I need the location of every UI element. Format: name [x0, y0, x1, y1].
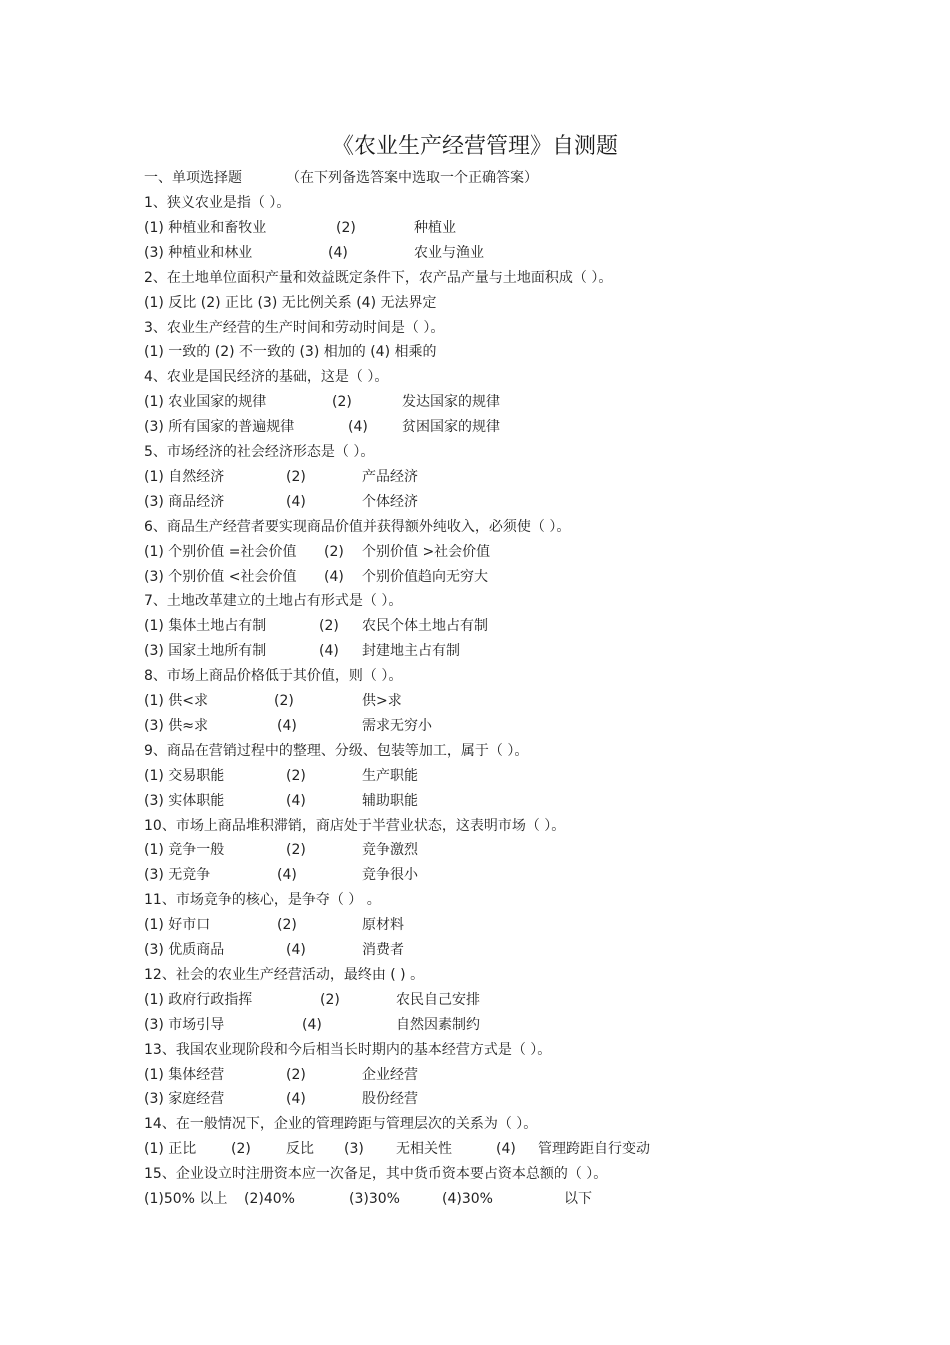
option-text: (2) [324, 543, 344, 560]
question-text: 15、企业设立时注册资本应一次备足，其中货币资本要占资本总额的（ ）。 [144, 1166, 608, 1183]
question-text: 1、狭义农业是指（ ）。 [144, 195, 291, 211]
question-text: 13、我国农业现阶段和今后相当长时期内的基本经营方式是（ ）。 [144, 1041, 552, 1058]
option-text: 以下 [564, 1191, 592, 1207]
option-text: (4) [319, 643, 339, 660]
option-text: 管理跨距自行变动 [538, 1141, 650, 1158]
option-text: (2) [277, 917, 297, 934]
option-text: 辅助职能 [362, 792, 418, 809]
option-text: (2) [286, 842, 306, 859]
option-text: (1) 一致的 (2) 不一致的 (3) 相加的 (4) 相乘的 [144, 344, 437, 361]
option-text: (4) [496, 1141, 516, 1158]
question-text: 14、在一般情况下，企业的管理跨距与管理层次的关系为（ ）。 [144, 1116, 538, 1133]
question-text: 3、农业生产经营的生产时间和劳动时间是（ ）。 [144, 319, 445, 336]
option-text: (3) 种植业和林业 [144, 244, 253, 261]
option-text: 农业与渔业 [414, 244, 484, 261]
option-text: (3) 市场引导 [144, 1016, 225, 1033]
option-text: 农民自己安排 [396, 991, 480, 1008]
option-text: (3) 个别价值 <社会价值 [144, 568, 297, 585]
option-text: 竞争激烈 [362, 842, 418, 859]
option-text: (1) 竞争一般 [144, 842, 225, 859]
option-text: (2) [274, 693, 294, 709]
option-text: (1) 好市口 [144, 917, 211, 934]
option-text: (3) 实体职能 [144, 792, 225, 809]
option-text: (2) [286, 767, 306, 784]
option-text: (4) [348, 419, 368, 436]
option-text: (3) 优质商品 [144, 942, 225, 958]
option-text: (4) [328, 244, 348, 261]
option-text: (4) [277, 717, 297, 734]
option-text: (1) 个别价值 =社会价值 [144, 543, 297, 560]
option-text: (2) [332, 394, 352, 411]
option-text: 生产职能 [362, 767, 418, 784]
option-text: (1) 正比 [144, 1141, 197, 1158]
option-text: (3) [344, 1141, 364, 1158]
option-text: 个体经济 [362, 493, 418, 510]
question-text: 7、土地改革建立的土地占有形式是（ ）。 [144, 593, 403, 610]
option-text: (4) [277, 867, 297, 884]
option-text: (4) [286, 493, 306, 510]
option-text: (3) 无竞争 [144, 867, 211, 884]
option-text: (2) [231, 1141, 251, 1158]
option-text: (1) 种植业和畜牧业 [144, 219, 267, 236]
option-text: (2) [319, 618, 339, 635]
option-text: 个别价值趋向无穷大 [362, 568, 488, 585]
option-text: (2) [286, 1066, 306, 1083]
option-text: (3)30% [349, 1191, 400, 1207]
option-text: (2)40% [244, 1191, 295, 1207]
option-text: (1) 农业国家的规律 [144, 394, 267, 411]
option-text: (1) 集体经营 [144, 1066, 225, 1083]
option-text: 发达国家的规律 [402, 394, 500, 411]
option-text: 封建地主占有制 [362, 643, 460, 660]
option-text: 贫困国家的规律 [402, 419, 500, 436]
option-text: (3) 所有国家的普遍规律 [144, 419, 295, 436]
option-text: 企业经营 [362, 1066, 418, 1083]
option-text: (1) 交易职能 [144, 767, 225, 784]
section-note: （在下列备选答案中选取一个正确答案） [286, 170, 538, 186]
question-text: 10、市场上商品堆积滞销，商店处于半营业状态，这表明市场（ ）。 [144, 817, 566, 834]
option-text: (2) [286, 468, 306, 485]
option-text: (4) [302, 1016, 322, 1033]
option-text: (3) 商品经济 [144, 493, 225, 510]
option-text: 需求无穷小 [362, 717, 432, 734]
option-text: (3) 供≈求 [144, 717, 209, 734]
question-text: 6、商品生产经营者要实现商品价值并获得额外纯收入，必须使（ ）。 [144, 518, 571, 535]
option-text: 股份经营 [362, 1091, 418, 1108]
option-text: (2) [336, 219, 356, 236]
option-text: 种植业 [414, 219, 456, 236]
option-text: (1) 供<求 [144, 693, 209, 709]
option-text: (1) 自然经济 [144, 468, 225, 485]
option-text: 竞争很小 [362, 867, 418, 884]
question-text: 8、市场上商品价格低于其价值，则（ ）。 [144, 668, 403, 685]
option-text: (4) [286, 792, 306, 809]
option-text: (1) 反比 (2) 正比 (3) 无比例关系 (4) 无法界定 [144, 294, 437, 311]
question-text: 12、社会的农业生产经营活动，最终由 ( ) 。 [144, 966, 425, 983]
section-heading: 一、单项选择题 [144, 170, 242, 186]
option-text: (3) 国家土地所有制 [144, 643, 267, 660]
document-title: 《农业生产经营管理》自测题 [331, 134, 618, 159]
option-text: 自然因素制约 [396, 1016, 480, 1033]
option-text: (4) [286, 1091, 306, 1108]
option-text: (3) 家庭经营 [144, 1091, 225, 1108]
option-text: 农民个体土地占有制 [362, 618, 488, 635]
option-text: (4) [324, 568, 344, 585]
option-text: 消费者 [362, 942, 404, 958]
option-text: 反比 [286, 1141, 314, 1158]
option-text: 供>求 [362, 693, 402, 709]
question-text: 11、市场竞争的核心，是争夺（ ） 。 [144, 892, 381, 909]
option-text: (1)50% 以上 [144, 1191, 228, 1207]
option-text: (1) 政府行政指挥 [144, 991, 253, 1008]
question-text: 5、市场经济的社会经济形态是（ ）。 [144, 444, 375, 460]
option-text: (1) 集体土地占有制 [144, 618, 267, 635]
question-text: 9、商品在营销过程中的整理、分级、包装等加工，属于（ ）。 [144, 742, 529, 759]
option-text: (2) [320, 991, 340, 1008]
option-text: (4)30% [442, 1191, 493, 1207]
option-text: 个别价值 >社会价值 [362, 543, 491, 560]
question-text: 4、农业是国民经济的基础，这是（ ）。 [144, 369, 389, 386]
option-text: 无相关性 [396, 1141, 452, 1158]
option-text: 产品经济 [362, 468, 418, 485]
option-text: 原材料 [362, 917, 404, 934]
option-text: (4) [286, 942, 306, 958]
question-text: 2、在土地单位面积产量和效益既定条件下，农产品产量与土地面积成（ ）。 [144, 269, 613, 286]
